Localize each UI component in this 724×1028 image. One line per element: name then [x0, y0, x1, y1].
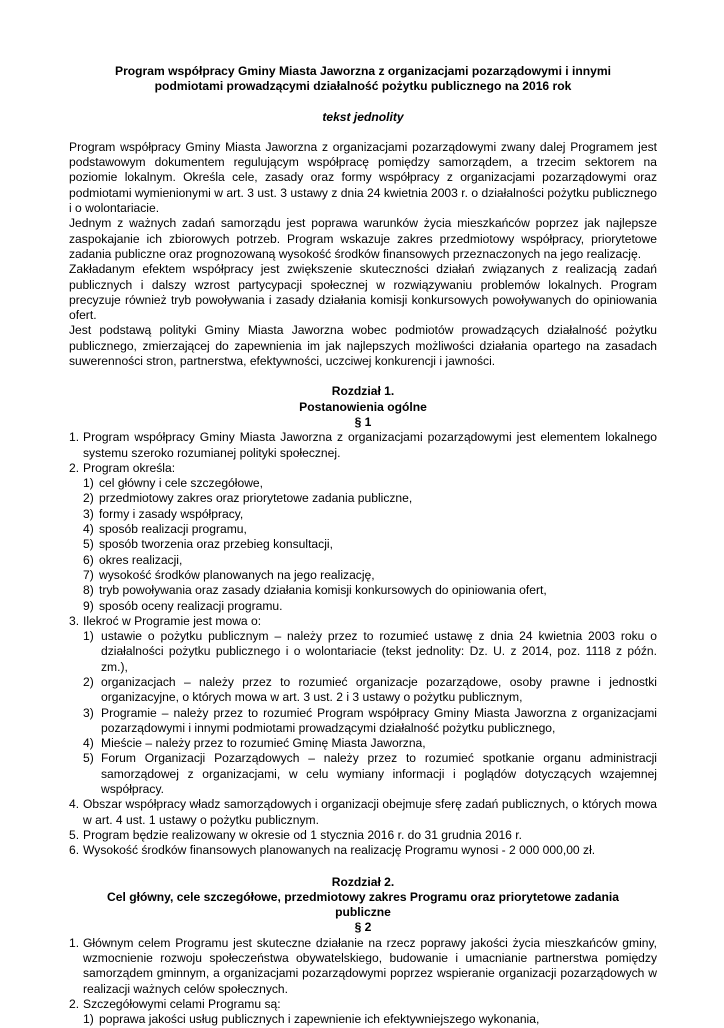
list-item [69, 629, 657, 675]
document-page [69, 64, 657, 1028]
list-text: Głównym celem Programu jest skuteczne działanie na rzecz poprawy jakości życia mieszkańców gminy, wzmocnienie rozwoju społeczeństwa obywatelskiego, budowanie i umacnianie partnerstwa pomiędzy samorządem gminnym, a organizacjami pozarządowymi poprzez wspieranie organizacji pozarządowych w realizacji ważnych celów społecznych. [83, 935, 657, 996]
list-item [69, 476, 657, 491]
list-text: Program będzie realizowany w okresie od 1 stycznia 2016 r. do 31 grudnia 2016 r. [83, 827, 522, 842]
list-item [69, 936, 657, 997]
list-text: tryb powoływania oraz zasady działania komisji konkursowych do opiniowania ofert, [99, 583, 547, 598]
list-text: cel główny i cele szczegółowe, [99, 476, 264, 491]
list-number: 9) [83, 598, 94, 613]
document-title-line2: podmiotami prowadzącymi działalność pożytku publicznego na 2016 rok [154, 79, 572, 94]
list-text: Program współpracy Gminy Miasta Jaworzna z organizacjami pozarządowymi jest elementem lokalnego systemu szeroko rozumianej polityki społecznej. [83, 430, 657, 460]
list-item [69, 843, 657, 858]
list-item [69, 997, 657, 1012]
list-number: 4. [69, 797, 80, 812]
list-number: 2. [69, 460, 80, 475]
list-number: 1) [83, 1012, 94, 1027]
list-number: 3) [83, 506, 94, 521]
chapter2-heading: Rozdział 2. [331, 874, 395, 889]
list-number: 2) [83, 674, 94, 689]
intro-paragraph-1: Program współpracy Gminy Miasta Jaworzna z organizacjami pozarządowymi zwany dalej Programem jest podstawowym dokumentem regulującym współpracę pomiędzy samorządem, a trzecim sektorem na poziomie lokalnym. Określa cele, zasady oraz formy współpracy z organizacjami pozarządowymi oraz podmiotami wymienionymi w art. 3 ust. 3 ustawy z dnia 24 kwietnia 2003 r. o działalności pożytku publicznego i o wolontariacie. [69, 139, 657, 216]
intro-paragraph-3: Zakładanym efektem współpracy jest zwiększenie skuteczności działań związanych z realizacją zadań publicznych i dalszy wzrost partycypacji społecznej w rozwiązywaniu problemów lokalnych. Program precyzuje również tryb powoływania i zasady działania komisji konkursowych powoływanych do opiniowania ofert. [69, 262, 657, 323]
chapter1-name: Postanowienia ogólne [299, 399, 427, 414]
list-text: Obszar współpracy władz samorządowych i organizacji obejmuje sferę zadań publicznych, o których mowa w art. 4 ust. 1 ustawy o pożytku publicznym. [83, 797, 657, 827]
list-item [69, 614, 657, 629]
list-item [69, 553, 657, 568]
list-number: 4) [83, 522, 94, 537]
list-number: 5) [83, 537, 94, 552]
list-text: ustawie o pożytku publicznym – należy przez to rozumieć ustawę z dnia 24 kwietnia 2003 roku o działalności pożytku publicznego i o wolontariacie (tekst jednolity: Dz. U. z 2014, poz. 1118 z późn. zm.), [101, 629, 657, 674]
list-item [69, 828, 657, 843]
list-number: 6) [83, 552, 94, 567]
document-title-line1: Program współpracy Gminy Miasta Jaworzna z organizacjami pozarządowymi i innymi [115, 64, 611, 78]
list-text: okres realizacji, [99, 552, 183, 567]
list-text: formy i zasady współpracy, [99, 506, 244, 521]
chapter2-name-line1: Cel główny, cele szczegółowe, przedmiotowy zakres Programu oraz priorytetowe zadania [107, 889, 619, 904]
list-text: wysokość środków planowanych na jego realizację, [99, 567, 375, 582]
chapter1-heading: Rozdział 1. [331, 384, 395, 399]
list-number: 8) [83, 583, 94, 598]
list-item [69, 491, 657, 506]
document-subtitle: tekst jednolity [322, 109, 404, 124]
list-number: 2) [83, 491, 94, 506]
list-number: 5) [83, 751, 94, 766]
list-item [69, 507, 657, 522]
chapter1-section: § 1 [354, 414, 372, 429]
list-text: Programie – należy przez to rozumieć Program współpracy Gminy Miasta Jaworzna z organizacjami pozarządowymi i innymi podmiotami prowadzącymi działalność pożytku publicznego, [101, 705, 657, 735]
list-number: 3. [69, 613, 80, 628]
list-text: przedmiotowy zakres oraz priorytetowe zadania publiczne, [99, 491, 413, 506]
list-text: Forum Organizacji Pozarządowych – należy przez to rozumieć spotkanie organu administracji samorządowej z organizacjami, w celu wymiany informacji i poglądów dotyczących wzajemnej współpracy. [101, 751, 657, 797]
list-text: Szczegółowymi celami Programu są: [83, 996, 281, 1011]
list-number: 2. [69, 996, 80, 1011]
chapter2-name-line2: publiczne [335, 905, 391, 920]
list-number: 1) [83, 476, 94, 491]
list-text: sposób realizacji programu, [99, 522, 247, 537]
list-item [69, 568, 657, 583]
list-text: poprawa jakości usług publicznych i zapewnienie ich efektywniejszego wykonania, [99, 1012, 540, 1027]
list-text: organizacjach – należy przez to rozumieć organizacje pozarządowe, osoby prawne i jednostki organizacyjne, o których mowa w art. 3 ust. 2 i 3 ustawy o pożytku publicznym, [101, 674, 657, 705]
list-number: 7) [83, 567, 94, 582]
list-item [69, 751, 657, 797]
list-item [69, 797, 657, 828]
list-text: Wysokość środków finansowych planowanych na realizację Programu wynosi - 2 000 000,00 zł. [83, 843, 596, 858]
list-text: Program określa: [83, 460, 176, 475]
list-number: 1. [69, 430, 80, 445]
chapter2-section: § 2 [354, 920, 372, 935]
list-item [69, 1012, 657, 1027]
list-item [69, 675, 657, 706]
list-text: sposób tworzenia oraz przebieg konsultacji, [99, 537, 333, 552]
list-item [69, 537, 657, 552]
intro-paragraph-2: Jednym z ważnych zadań samorządu jest poprawa warunków życia mieszkańców poprzez jak najlepsze zaspokajanie ich zbiorowych potrzeb. Program wskazuje zakres przedmiotowy współpracy, priorytetowe zadania publiczne oraz prognozowaną wysokość środków finansowych przeznaczonych na jego realizację. [69, 216, 657, 261]
list-item [69, 522, 657, 537]
list-item [69, 430, 657, 461]
list-item [69, 599, 657, 614]
list-number: 3) [83, 705, 94, 720]
list-number: 1) [83, 629, 94, 644]
list-item [69, 583, 657, 598]
list-item [69, 461, 657, 476]
intro-paragraph-4: Jest podstawą polityki Gminy Miasta Jaworzna wobec podmiotów prowadzących działalność pożytku publicznego, zmierzającej do zapewnienia im jak najlepszych możliwości działania opartego na zasadach suwerenności stron, partnerstwa, efektywności, uczciwej konkurencji i jawności. [69, 323, 657, 369]
list-item [69, 706, 657, 737]
list-number: 5. [69, 827, 80, 842]
list-number: 6. [69, 843, 80, 858]
list-item [69, 736, 657, 751]
list-text: sposób oceny realizacji programu. [99, 598, 283, 613]
list-text: Ilekroć w Programie jest mowa o: [83, 613, 262, 628]
list-text: Mieście – należy przez to rozumieć Gminę Miasta Jaworzna, [101, 736, 426, 751]
list-number: 4) [83, 736, 94, 751]
list-number: 1. [69, 935, 80, 950]
